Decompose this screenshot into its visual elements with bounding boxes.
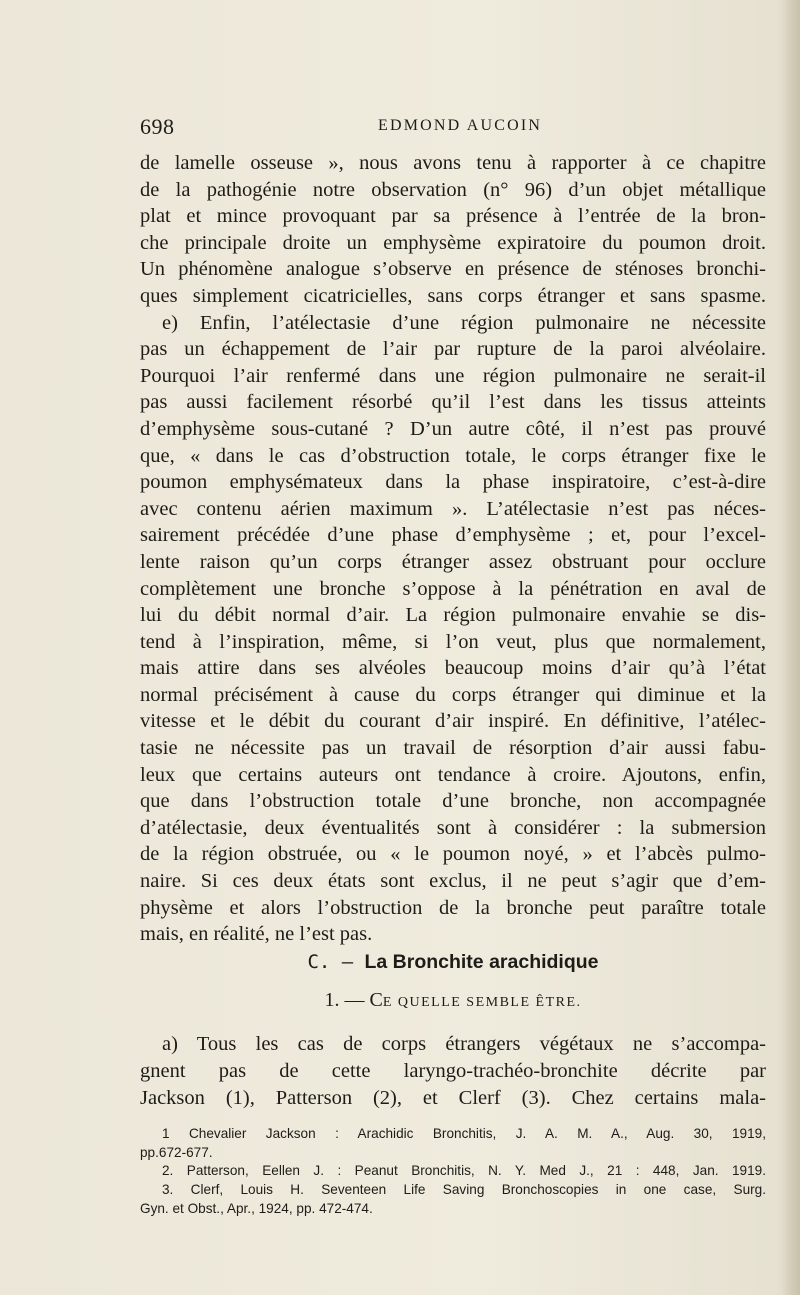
text-line: que, « dans le cas d’obstruction totale, le corps étranger fixe le: [140, 444, 766, 467]
subsection-title: E QUELLE SEMBLE ÊTRE.: [382, 995, 582, 1010]
text-line: ques simplement cicatricielles, sans corps étranger et sans spasme.: [140, 284, 766, 307]
footnote-line: 3. Clerf, Louis H. Seventeen Life Saving Bronchoscopies in one case, Surg.: [162, 1182, 766, 1198]
text-line: pas un échappement de l’air par rupture de la paroi alvéolaire.: [140, 338, 766, 361]
subsection-number: 1. — C: [324, 989, 383, 1011]
text-line: d’emphysème sous-cutané ? D’un autre côté, il n’est pas prouvé: [140, 417, 766, 440]
page-edge-shadow: [782, 0, 800, 1295]
text-line: lui du débit normal d’air. La région pulmonaire envahie se dis-: [140, 604, 766, 627]
text-line: vitesse et le débit du courant d’air inspiré. En définitive, l’atélec-: [140, 710, 766, 733]
footnote-line: pp.672-677.: [140, 1144, 213, 1160]
body-paragraph: [140, 150, 766, 948]
text-line: normal précisément à cause du corps étranger qui diminue et la: [140, 683, 766, 706]
page-header: [140, 114, 766, 140]
text-line: Pourquoi l’air renfermé dans une région pulmonaire ne serait-il: [140, 364, 766, 387]
text-line: d’atélectasie, deux éventualités sont à considérer : la submersion: [140, 816, 766, 839]
text-line: a) Tous les cas de corps étrangers végétaux ne s’accompa-: [162, 1033, 766, 1055]
text-line: mais, en réalité, ne l’est pas.: [140, 923, 373, 946]
running-head: EDMOND AUCOIN: [378, 117, 543, 134]
text-line: leux que certains auteurs ont tendance à croire. Ajoutons, enfin,: [140, 763, 766, 786]
section-letter: C. —: [307, 951, 354, 973]
text-line: Jackson (1), Patterson (2), et Clerf (3). Chez certains mala-: [140, 1086, 766, 1109]
text-line: complètement une bronche s’oppose à la pénétration en aval de: [140, 577, 766, 600]
text-line: tasie ne nécessite pas un travail de résorption d’air aussi fabu-: [140, 737, 766, 760]
text-line: de lamelle osseuse », nous avons tenu à rapporter à ce chapitre: [140, 152, 766, 174]
page-number: 698: [140, 114, 175, 139]
text-line: plat et mince provoquant par sa présence à l’entrée de la bron-: [140, 205, 766, 228]
footnote-line: Gyn. et Obst., Apr., 1924, pp. 472-474.: [140, 1200, 373, 1216]
section-heading: [140, 949, 766, 974]
body-paragraph: [140, 1031, 766, 1111]
text-line: pas aussi facilement résorbé qu’il l’est dans les tissus atteints: [140, 391, 766, 414]
text-line: Un phénomène analogue s’observe en présence de sténoses bronchi-: [140, 258, 766, 281]
text-line: naire. Si ces deux états sont exclus, il ne peut s’agir que d’em-: [140, 870, 766, 893]
text-line: que dans l’obstruction totale d’une bronche, non accompagnée: [140, 790, 766, 813]
text-line: e) Enfin, l’atélectasie d’une région pulmonaire ne nécessite: [162, 311, 766, 334]
section-title: La Bronchite arachidique: [364, 951, 599, 973]
subsection-heading: [140, 989, 766, 1012]
text-line: poumon emphysémateux dans la phase inspiratoire, c’est-à-dire: [140, 471, 766, 494]
text-line: gnent pas de cette laryngo-trachéo-bronchite décrite par: [140, 1059, 766, 1082]
footnote-line: 2. Patterson, Eellen J. : Peanut Bronchitis, N. Y. Med J., 21 : 448, Jan. 1919.: [162, 1163, 766, 1179]
text-line: mais attire dans ses alvéoles beaucoup moins d’air qu’à l’état: [140, 657, 766, 680]
text-line: che principale droite un emphysème expiratoire du poumon droit.: [140, 231, 766, 254]
text-line: lente raison qu’un corps étranger assez obstruant pour occlure: [140, 550, 766, 573]
text-line: sairement précédée d’une phase d’emphysème ; et, pour l’excel-: [140, 524, 766, 547]
footnotes: [140, 1125, 766, 1219]
text-line: de la pathogénie notre observation (n° 96) d’un objet métallique: [140, 178, 766, 201]
footnote-line: 1 Chevalier Jackson : Arachidic Bronchitis, J. A. M. A., Aug. 30, 1919,: [162, 1126, 766, 1141]
text-line: avec contenu aérien maximum ». L’atélectasie n’est pas néces-: [140, 497, 766, 520]
text-line: de la région obstruée, ou « le poumon noyé, » et l’abcès pulmo-: [140, 843, 766, 866]
text-line: physème et alors l’obstruction de la bronche peut paraître totale: [140, 896, 766, 919]
text-line: tend à l’inspiration, même, si l’on veut, plus que normalement,: [140, 630, 766, 653]
